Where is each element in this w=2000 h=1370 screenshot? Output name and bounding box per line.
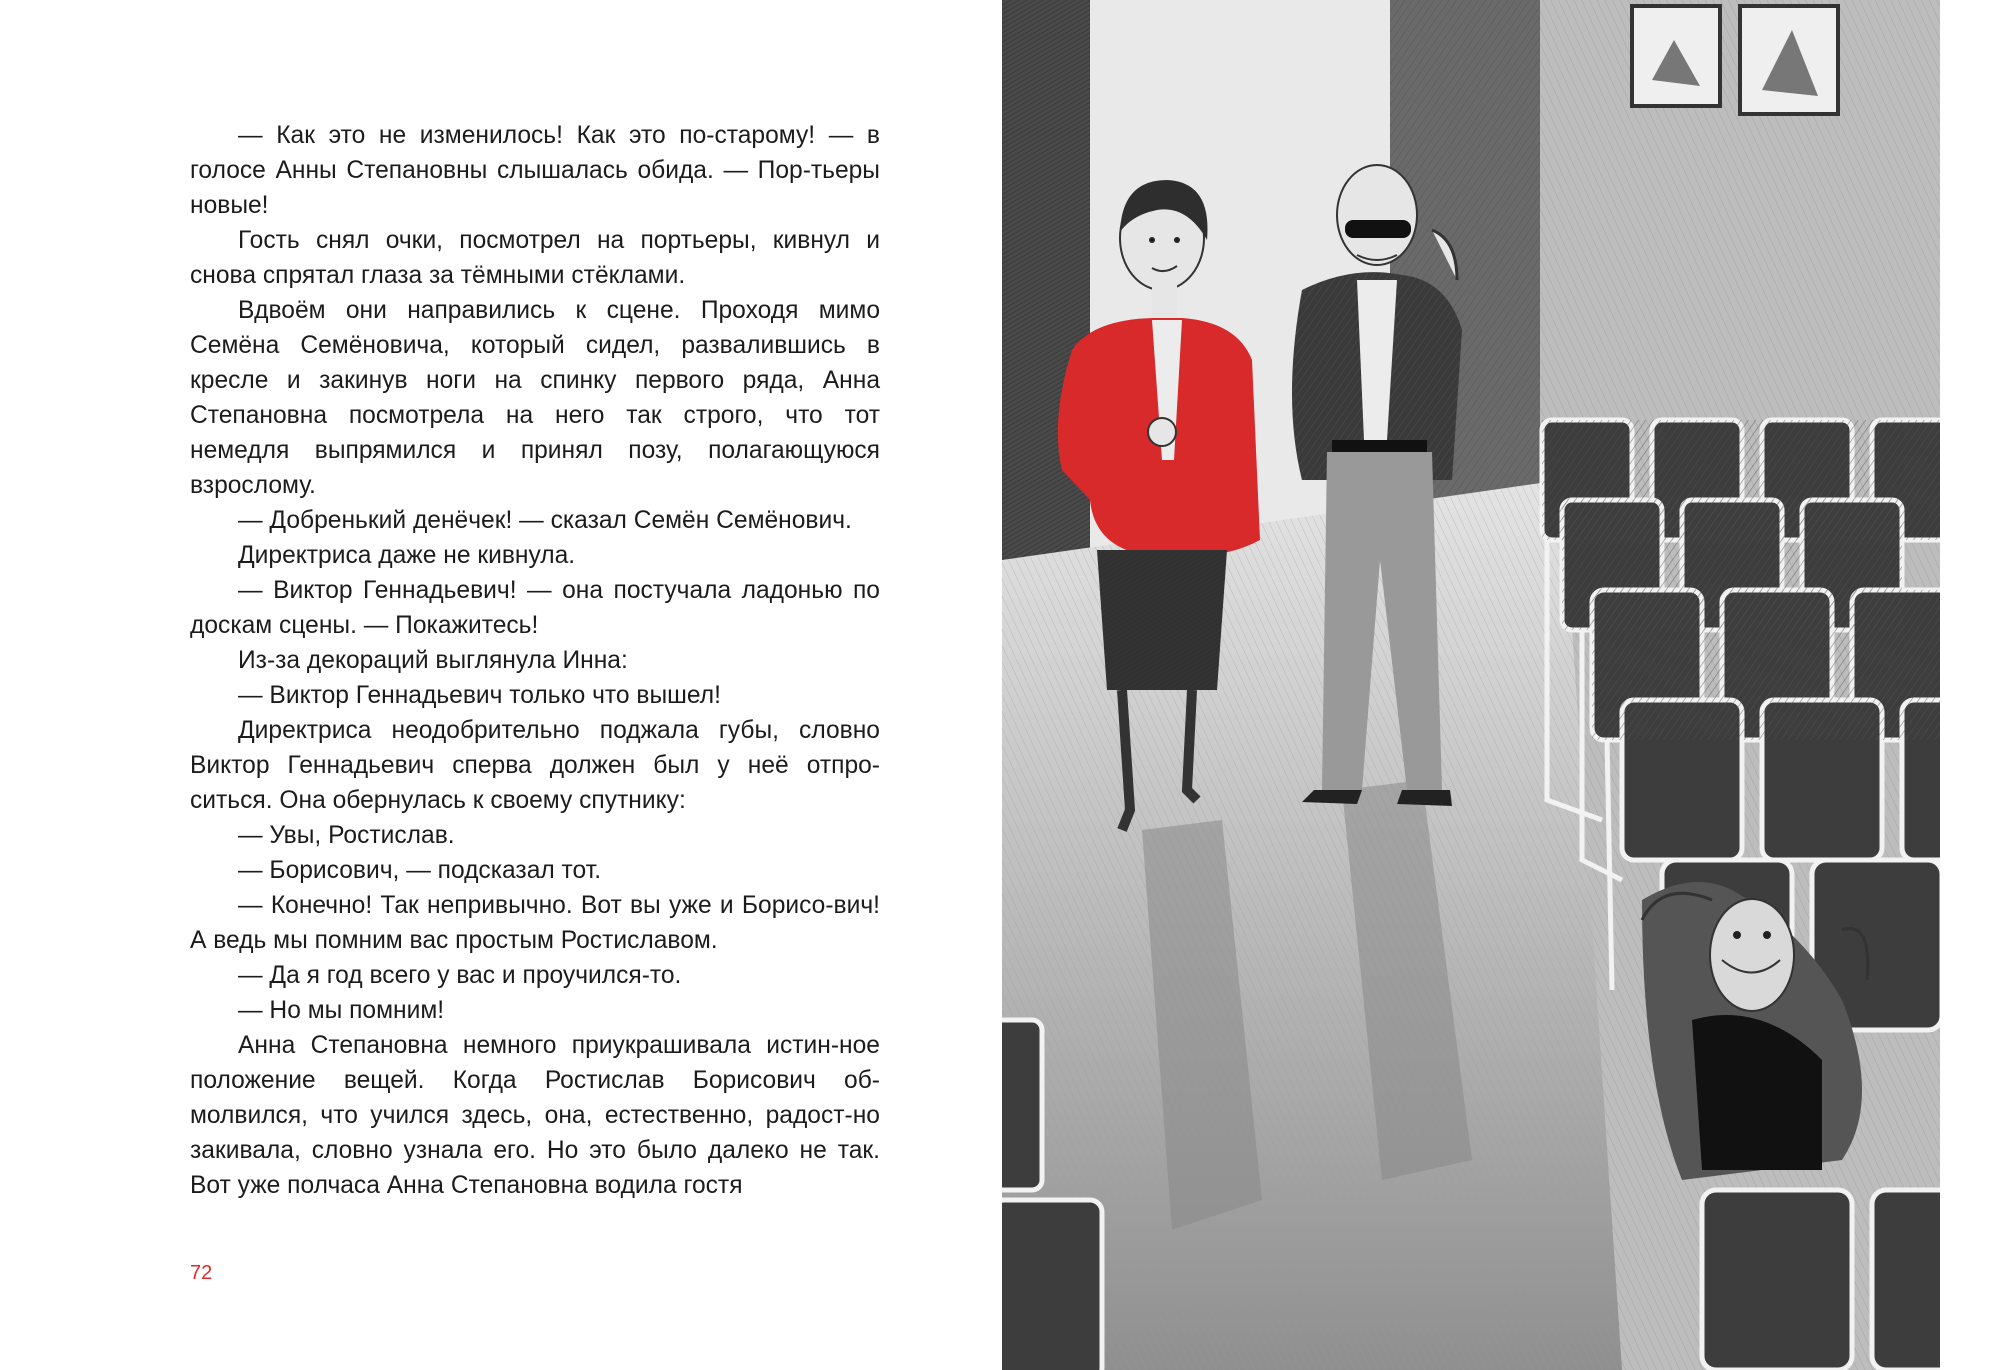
- page-number: 72: [190, 1262, 213, 1284]
- paragraph: — Виктор Геннадьевич! — она постучала ладонью по доскам сцены. — Покажитесь!: [190, 577, 880, 639]
- paragraph: — Виктор Геннадьевич только что вышел!: [238, 682, 721, 709]
- paragraph: Вдвоём они направились к сцене. Проходя мимо Семёна Семёновича, который сидел, развалившись в кресле и закинув ноги на спинку первого ряда, Анна Степановна посмотрела на него так строго, что тот немедля выпрямился и принял позу, полагающуюся взрослому.: [190, 297, 880, 499]
- paragraph: Анна Степановна немного приукрашивала истин-ное положение вещей. Когда Ростислав Борисович об-молвился, что учился здесь, она, естественно, радост-но закивала, словно узнала его. Но это было далеко не так. Вот уже полчаса Анна Степановна водила гостя: [190, 1032, 880, 1199]
- illustration-page: [1002, 0, 1940, 1370]
- paragraph: — Но мы помним!: [238, 997, 445, 1024]
- sunglasses: [1345, 220, 1411, 238]
- paragraph: — Да я год всего у вас и проучился-то.: [238, 962, 682, 989]
- body-text: [190, 118, 880, 1203]
- paragraph: — Борисович, — подсказал тот.: [238, 857, 602, 884]
- paragraph: — Конечно! Так непривычно. Вот вы уже и Борисо-вич! А ведь мы помним вас простым Ростиславом.: [190, 892, 880, 954]
- paragraph: — Добренький денёчек! — сказал Семён Семёнович.: [238, 507, 852, 534]
- paragraph: Директриса даже не кивнула.: [238, 542, 576, 569]
- paragraph: — Увы, Ростислав.: [238, 822, 455, 849]
- paragraph: Директриса неодобрительно поджала губы, словно Виктор Геннадьевич сперва должен был у неё отпро-ситься. Она обернулась к своему спутнику:: [190, 717, 880, 814]
- paragraph: — Как это не изменилось! Как это по-старому! — в голосе Анны Степановны слышалась обида. — Пор-тьеры новые!: [190, 122, 880, 219]
- theater-illustration: [1002, 0, 1940, 1370]
- paragraph: Гость снял очки, посмотрел на портьеры, кивнул и снова спрятал глаза за тёмными стёклами.: [190, 227, 880, 289]
- page-margin: [1940, 0, 2000, 1370]
- paragraph: Из-за декораций выглянула Инна:: [238, 647, 628, 674]
